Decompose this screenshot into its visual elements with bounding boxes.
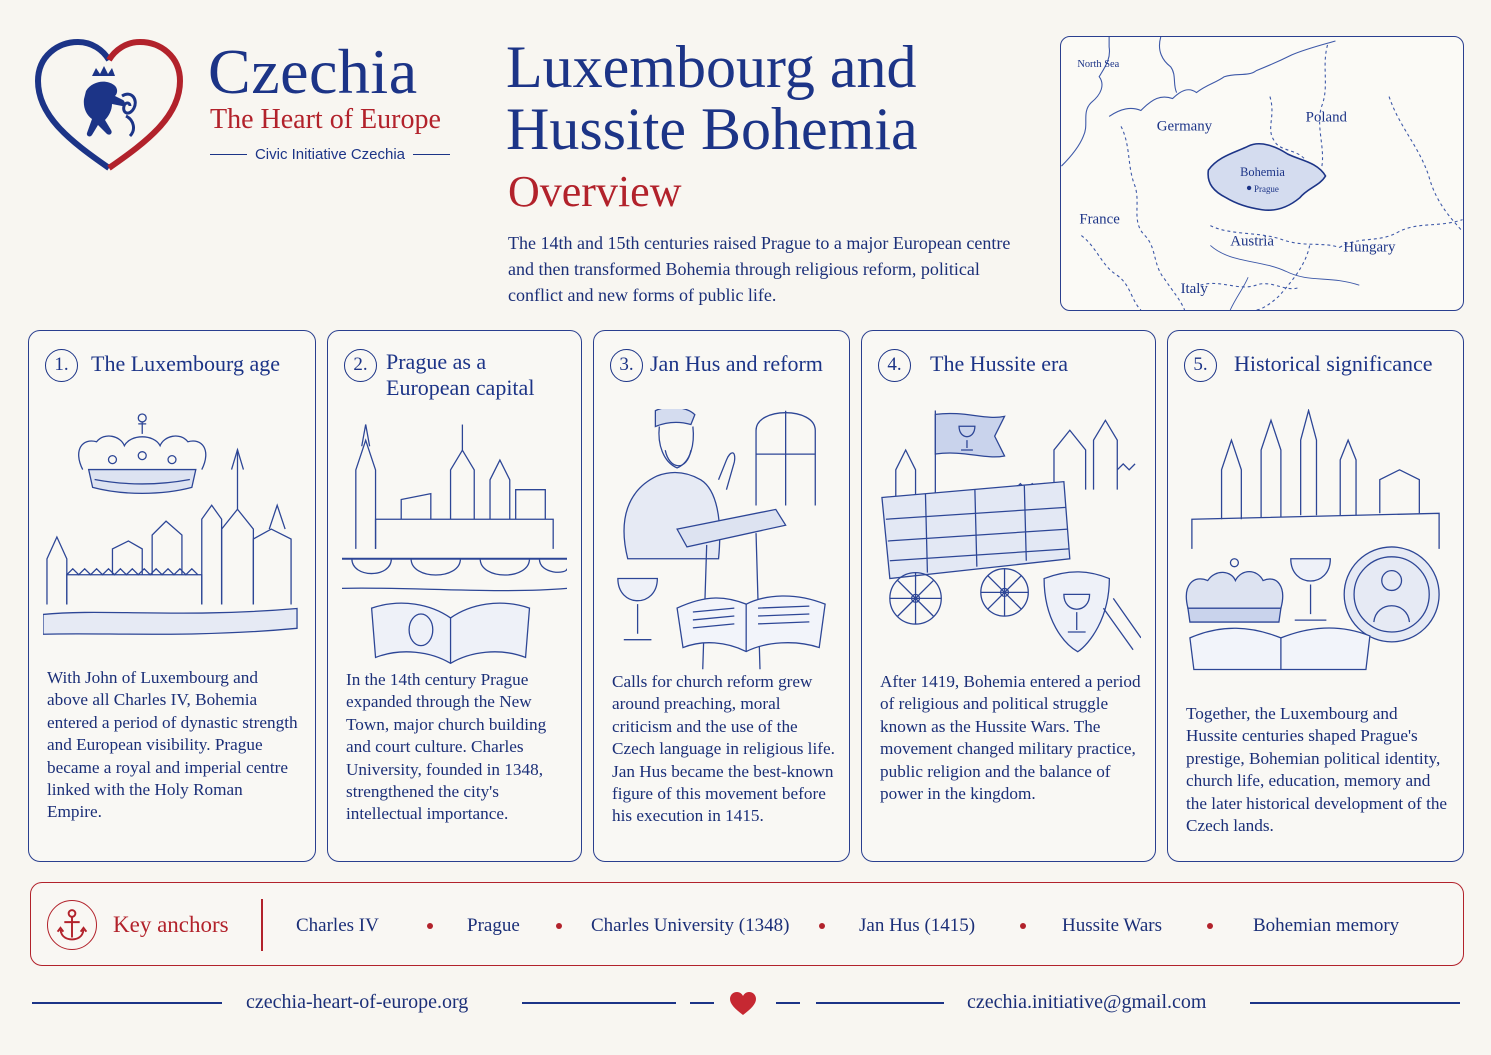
seal-icon [1344, 547, 1439, 642]
divider [210, 154, 247, 155]
anchor-item: Charles University (1348) [591, 915, 790, 936]
shield-icon [1044, 572, 1109, 652]
map-label-north-sea: North Sea [1077, 58, 1120, 70]
footer-website-link[interactable]: czechia-heart-of-europe.org [246, 991, 469, 1013]
map-label-bohemia: Bohemia [1240, 164, 1285, 179]
page-subtitle: Overview [508, 167, 682, 216]
crown-chalice-seal-illustration [1182, 409, 1449, 671]
divider [261, 899, 263, 951]
anchor-item: Charles IV [296, 915, 379, 936]
map-label-austria: Austria [1230, 233, 1275, 250]
brand-org-label: Civic Initiative Czechia [254, 146, 406, 163]
map-label-prague: Prague [1254, 183, 1279, 194]
card-title: Jan Hus and reform [650, 351, 823, 376]
charles-bridge-illustration [342, 409, 567, 671]
heart-icon [729, 991, 757, 1017]
intro-paragraph: The 14th and 15th centuries raised Prague to a major European centre and then transformed Bohemia through religious reform, political conflict and new forms of public life. [508, 233, 1011, 305]
war-wagon-illustration [876, 409, 1141, 671]
preacher-illustration [608, 409, 835, 671]
card-title-line2: European capital [386, 375, 535, 400]
crown-and-castle-illustration [43, 409, 301, 671]
crown-icon [1186, 559, 1282, 622]
card-title [386, 349, 534, 401]
chalice-icon [618, 578, 657, 639]
crown-icon [79, 414, 206, 493]
card-title: Historical significance [1234, 351, 1433, 376]
card-text: After 1419, Bohemia entered a period of religious and political struggle known as the Hussite Wars. The movement changed military practice, public religion and the balance of power in the kingdom. [880, 672, 1141, 804]
anchor-item: Hussite Wars [1062, 915, 1162, 936]
anchor-item: Bohemian memory [1253, 915, 1400, 936]
map-label-italy: Italy [1180, 281, 1208, 298]
bullet-icon [1020, 923, 1026, 929]
map-label-hungary: Hungary [1343, 239, 1396, 256]
card-title: The Luxembourg age [91, 351, 280, 376]
card-number: 2. [344, 349, 377, 382]
map-label-france: France [1079, 211, 1120, 228]
page-title-line1: Luxembourg and [506, 34, 917, 100]
page-title-line2: Hussite Bohemia [506, 96, 918, 162]
map-label-poland: Poland [1305, 109, 1348, 126]
brand-org [210, 146, 450, 163]
bullet-icon [556, 923, 562, 929]
anchor-item: Prague [467, 915, 520, 936]
card-number: 4. [878, 349, 911, 382]
page-title [506, 36, 1046, 160]
map-label-germany: Germany [1156, 118, 1213, 135]
bullet-icon [427, 923, 433, 929]
chalice-icon [1291, 559, 1331, 620]
card-jan-hus [593, 330, 850, 862]
bullet-icon [819, 923, 825, 929]
divider [522, 1002, 676, 1004]
europe-map [1060, 36, 1464, 311]
key-anchors-label: Key anchors [113, 912, 229, 937]
card-prague-capital [327, 330, 582, 862]
card-text: In the 14th century Prague expanded through the New Town, major church building and court culture. Charles University, founded in 1348, strengthened the city's intellectual importance. [346, 670, 547, 824]
logo-heart-icon [30, 36, 188, 176]
bullet-icon [1207, 923, 1213, 929]
brand-subtitle: The Heart of Europe [210, 104, 441, 135]
card-historical-significance [1167, 330, 1464, 862]
anchor-icon [47, 900, 97, 950]
card-number: 1. [45, 349, 78, 382]
card-number: 5. [1184, 349, 1217, 382]
card-number: 3. [610, 349, 643, 382]
divider [413, 154, 450, 155]
card-text: Together, the Luxembourg and Hussite centuries shaped Prague's prestige, Bohemian political identity, church life, education, memory and the later historical development of the Czech lands. [1186, 704, 1448, 836]
card-luxembourg-age [28, 330, 316, 862]
card-text: With John of Luxembourg and above all Charles IV, Bohemia entered a period of dynastic strength and European visibility. Prague became a royal and imperial centre linked with the Holy Roman Empire. [47, 668, 298, 822]
brand-title: Czechia [208, 36, 418, 107]
key-anchors-bar [30, 882, 1464, 966]
divider [776, 1002, 800, 1004]
footer-email-link[interactable]: czechia.initiative@gmail.com [967, 991, 1207, 1013]
divider [816, 1002, 944, 1004]
divider [1250, 1002, 1460, 1004]
card-hussite-era [861, 330, 1156, 862]
card-text: Calls for church reform grew around preaching, moral criticism and the use of the Czech language in religious life. Jan Hus became the best-known figure of this movement before his execution in 1415. [612, 672, 835, 826]
card-title: The Hussite era [930, 351, 1069, 376]
card-title-line1: Prague as a [386, 349, 487, 374]
divider [690, 1002, 714, 1004]
divider [32, 1002, 222, 1004]
book-icon [372, 603, 530, 663]
anchor-item: Jan Hus (1415) [859, 915, 976, 936]
